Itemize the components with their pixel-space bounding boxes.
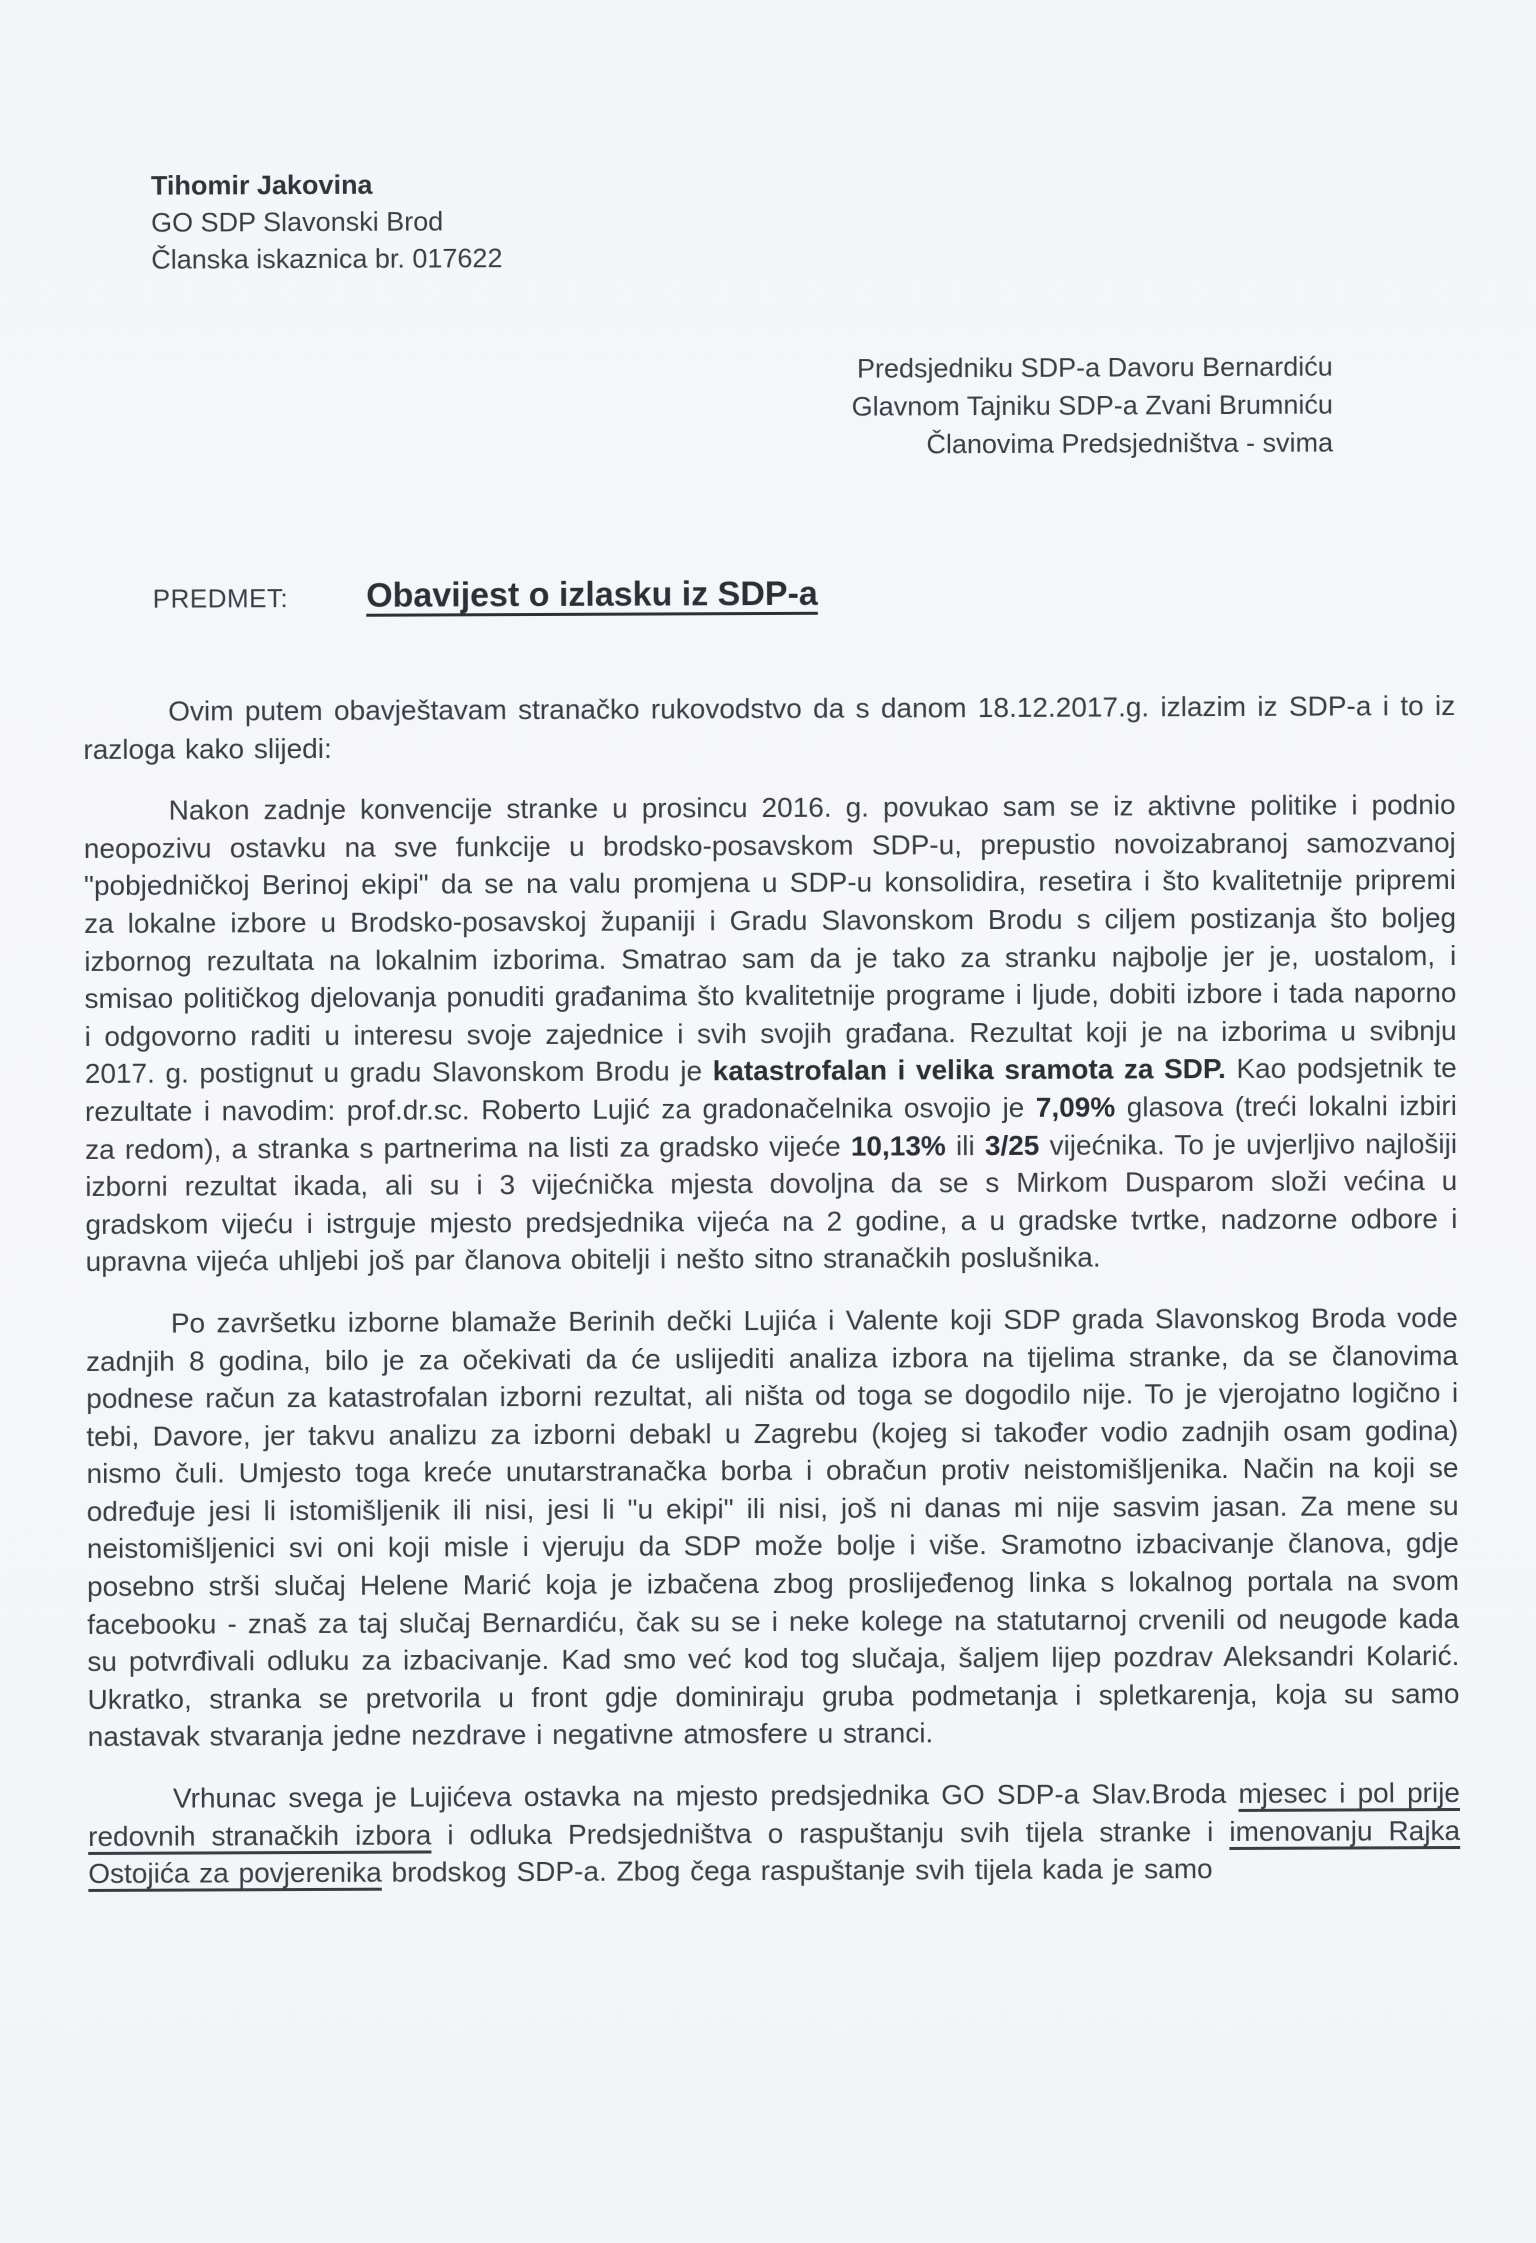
text-segment: vijećnika. To je uvjerljivo najlošiji izborni rezultat ikada, ali su i 3 vijećnička mjesta dovoljna da se s Mirkom Dusparom složi većina u gradskom vijeću i istrguje mjesto predsjednika vijeća na 2 godine, a u gradske tvrtke, nadzorne odbore i upravna vijeća uhljebi još par članova obitelji i nešto sitno stranačkih poslušnika.: [85, 1127, 1458, 1278]
sender-block: [151, 166, 503, 279]
text-segment: imenovanju Rajka Ostojića za povjerenika: [88, 1814, 1461, 1890]
text-segment: mjesec i pol prije redovnih stranačkih izbora: [88, 1777, 1461, 1852]
letter-paragraph: [86, 1299, 1460, 1756]
text-segment: Vrhunac svega je Lujićeva ostavka na mjesto predsjednika GO SDP-a Slav.Broda: [172, 1777, 1239, 1814]
recipient-line: Glavnom Tajniku SDP-a Zvani Brumniću: [851, 389, 1333, 422]
subject-title: Obavijest o izlasku iz SDP-a: [366, 574, 818, 615]
text-segment: glasova (treći lokalni izbiri za redom), a stranka s partnerima na listi za gradsko vijeće: [85, 1089, 1457, 1165]
text-segment: ili: [945, 1129, 985, 1161]
letter-paragraph: [83, 687, 1455, 768]
sender-membership-card: Članska iskaznica br. 017622: [151, 243, 503, 275]
text-segment: brodskog SDP-a. Zbog čega raspuštanje svih tijela kada je samo: [381, 1853, 1213, 1888]
sender-organization: GO SDP Slavonski Brod: [151, 206, 444, 238]
recipient-line: Predsjedniku SDP-a Davoru Bernardiću: [856, 351, 1333, 384]
letter-paragraph: [88, 1774, 1460, 1893]
text-segment: 7,09%: [1035, 1091, 1116, 1123]
letter-paragraph: [84, 786, 1458, 1281]
text-segment: Ovim putem obavještavam stranačko rukovodstvo da s danom 18.12.2017.g. izlazim iz SDP-a i to iz razloga kako slijedi:: [83, 689, 1456, 765]
text-segment: katastrofalan i velika sramota za SDP.: [712, 1053, 1226, 1087]
sender-name: Tihomir Jakovina: [150, 169, 373, 201]
letter-body: [83, 687, 1460, 1917]
subject-label: PREDMET:: [152, 583, 289, 614]
recipients-block: [851, 348, 1333, 464]
subject-row: [153, 575, 818, 617]
text-segment: 10,13%: [850, 1129, 946, 1162]
recipient-line: Članovima Predsjedništva - svima: [926, 427, 1334, 460]
text-segment: Po završetku izborne blamaže Berinih dečki Lujića i Valente koji SDP grada Slavonskog Broda vode zadnjih 8 godina, bilo je za očekivati da će uslijediti analiza izbora na tijelima stranke, da se članovima podnese račun za katastrofalan izborni rezultat, ali ništa od toga se dogodilo nije. To je vjerojatno logično i tebi, Davore, jer takvu analizu za izborni debakl u Zagrebu (kojeg si također vodio zadnjih osam godina) nismo čuli. Umjesto toga kreće unutarstranačka borba i obračun protiv neistomišljenika. Način na koji se određuje jesi li istomišljenik ili nisi, jesi li "u ekipi" ili nisi, još ni danas mi nije sasvim jasan. Za mene su neistomišljenici svi oni koji misle i vjeruju da SDP može bolje i više. Sramotno izbacivanje članova, gdje posebno strši slučaj Helene Marić koja je izbačena zbog proslijeđenog linka s lokalnog portala na svom facebooku - znaš za taj slučaj Bernardiću, čak su se i neke kolege na statutarnoj crvenili od neugode kada su potvrđivali odluku za izbacivanje. Kad smo već kod tog slučaja, šaljem lijep pozdrav Aleksandri Kolarić. Ukratko, stranka se pretvorila u front gdje dominiraju gruba podmetanja i spletkarenja, koja su samo nastavak stvaranja jedne nezdrave i negativne atmosfere u stranci.: [85, 1301, 1460, 1753]
text-segment: 3/25: [984, 1129, 1040, 1161]
text-segment: Nakon zadnje konvencije stranke u prosincu 2016. g. povukao sam se iz aktivne politike i podnio neopozivu ostavku na sve funkcije u brodsko-posavskom SDP-u, prepustio novoizabranoj samozvanoj "pobjedničkoj Berinoj ekipi" da se na valu promjena u SDP-u konsolidira, resetira i što kvalitetnije pripremi za lokalne izbore u Brodsko-posavskoj županiji i Gradu Slavonskom Brodu s ciljem postizanja što boljeg izbornog rezultata na lokalnim izborima. Smatrao sam da je tako za stranku najbolje jer je, uostalom, i smisao političkog djelovanja ponuditi građanima što kvalitetnije programe i ljude, dobiti izbore i tada naporno i odgovorno raditi u interesu svoje zajednice i svih svojih građana. Rezultat koji je na izborima u svibnju 2017. g. postignut u gradu Slavonskom Brodu je: [83, 789, 1457, 1090]
text-segment: i odluka Predsjedništva o raspuštanju svih tijela stranke i: [431, 1815, 1230, 1851]
text-segment: Kao podsjetnik te rezultate i navodim: prof.dr.sc. Roberto Lujić za gradonačelnika osvojio je: [84, 1052, 1457, 1127]
